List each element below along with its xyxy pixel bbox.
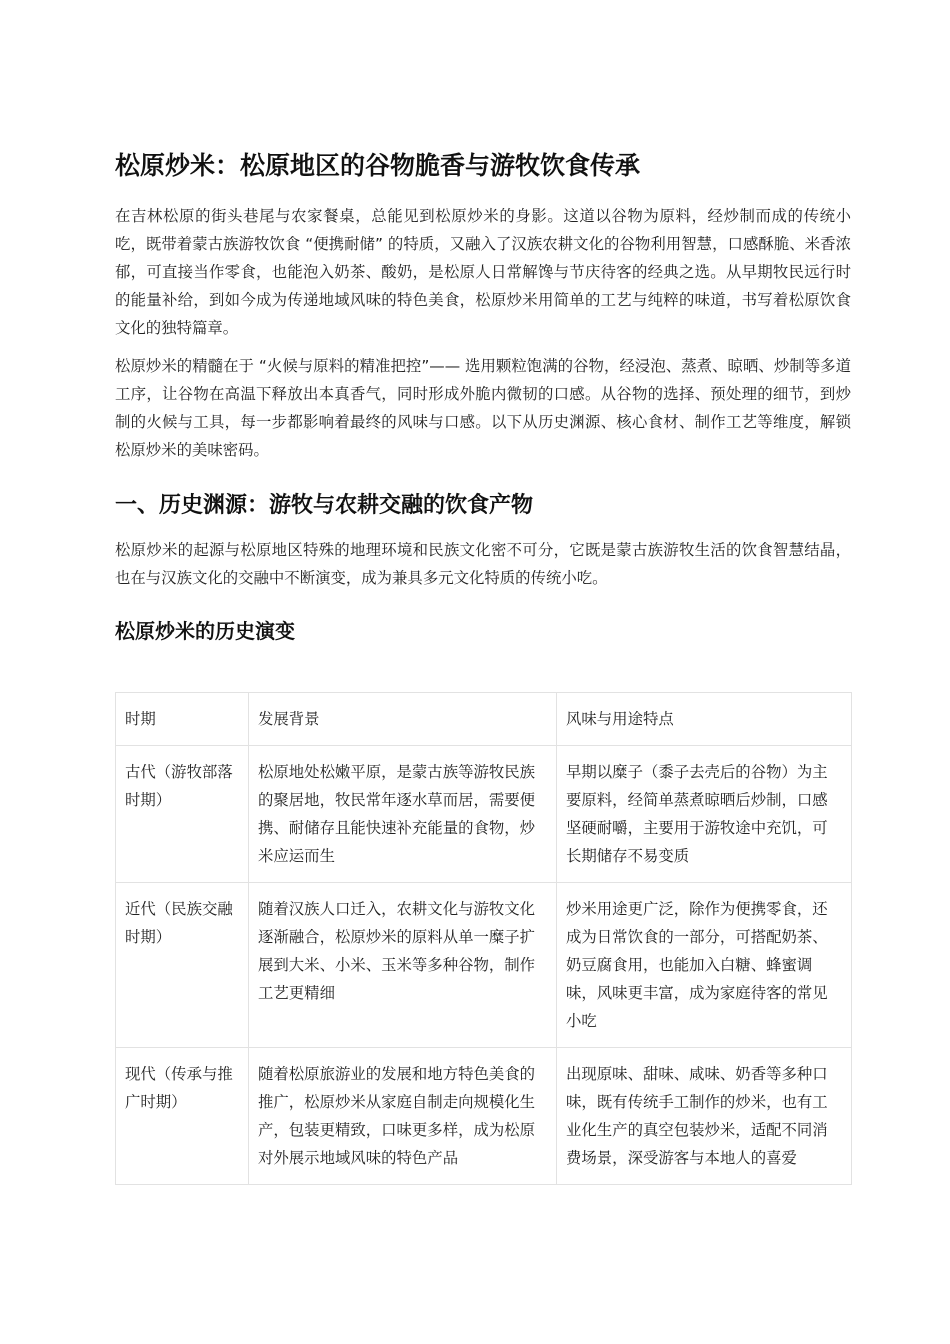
cell-background: 随着松原旅游业的发展和地方特色美食的推广，松原炒米从家庭自制走向规模化生产，包装更精致，口味更多样，成为松原对外展示地域风味的特色产品: [249, 1048, 557, 1185]
cell-period: 近代（民族交融时期）: [116, 883, 249, 1048]
cell-flavor-usage: 早期以糜子（黍子去壳后的谷物）为主要原料，经简单蒸煮晾晒后炒制，口感坚硬耐嚼，主要用于游牧途中充饥，可长期储存不易变质: [557, 746, 852, 883]
intro-paragraph-1: 在吉林松原的街头巷尾与农家餐桌，总能见到松原炒米的身影。这道以谷物为原料，经炒制而成的传统小吃，既带着蒙古族游牧饮食 “便携耐储” 的特质，又融入了汉族农耕文化的谷物利用智慧，口感酥脆、米香浓郁，可直接当作零食，也能泡入奶茶、酸奶，是松原人日常解馋与节庆待客的经典之选。从早期牧民远行时的能量补给，到如今成为传递地域风味的特色美食，松原炒米用简单的工艺与纯粹的味道，书写着松原饮食文化的独特篇章。: [115, 207, 851, 337]
history-paragraph: 松原炒米的起源与松原地区特殊的地理环境和民族文化密不可分，它既是蒙古族游牧生活的饮食智慧结晶，也在与汉族文化的交融中不断演变，成为兼具多元文化特质的传统小吃。: [115, 541, 851, 587]
table-header-row: [116, 693, 852, 746]
cell-period: 现代（传承与推广时期）: [116, 1048, 249, 1185]
cell-background: 松原地处松嫩平原，是蒙古族等游牧民族的聚居地，牧民常年逐水草而居，需要便携、耐储存且能快速补充能量的食物，炒米应运而生: [249, 746, 557, 883]
header-background: 发展背景: [249, 693, 557, 746]
intro-paragraph-2: 松原炒米的精髓在于 “火候与原料的精准把控”—— 选用颗粒饱满的谷物，经浸泡、蒸煮、晾晒、炒制等多道工序，让谷物在高温下释放出本真香气，同时形成外脆内微韧的口感。从谷物的选择、预处理的细节，到炒制的火候与工具，每一步都影响着最终的风味与口感。以下从历史渊源、核心食材、制作工艺等维度，解锁松原炒米的美味密码。: [115, 357, 851, 459]
document-page: [115, 148, 851, 1185]
section-heading-history: 一、历史渊源：游牧与农耕交融的饮食产物: [115, 493, 534, 518]
cell-flavor-usage: 出现原味、甜味、咸味、奶香等多种口味，既有传统手工制作的炒米，也有工业化生产的真空包装炒米，适配不同消费场景，深受游客与本地人的喜爱: [557, 1048, 852, 1185]
history-table: [115, 692, 852, 1185]
cell-background: 随着汉族人口迁入，农耕文化与游牧文化逐渐融合，松原炒米的原料从单一糜子扩展到大米、小米、玉米等多种谷物，制作工艺更精细: [249, 883, 557, 1048]
table-row: [116, 746, 852, 883]
table-row: [116, 1048, 852, 1185]
cell-period: 古代（游牧部落时期）: [116, 746, 249, 883]
header-flavor-usage: 风味与用途特点: [557, 693, 852, 746]
cell-flavor-usage: 炒米用途更广泛，除作为便携零食，还成为日常饮食的一部分，可搭配奶茶、奶豆腐食用，也能加入白糖、蜂蜜调味，风味更丰富，成为家庭待客的常见小吃: [557, 883, 852, 1048]
article-title: 松原炒米：松原地区的谷物脆香与游牧饮食传承: [115, 151, 641, 180]
header-period: 时期: [116, 693, 249, 746]
table-subheading: 松原炒米的历史演变: [115, 619, 295, 643]
table-row: [116, 883, 852, 1048]
